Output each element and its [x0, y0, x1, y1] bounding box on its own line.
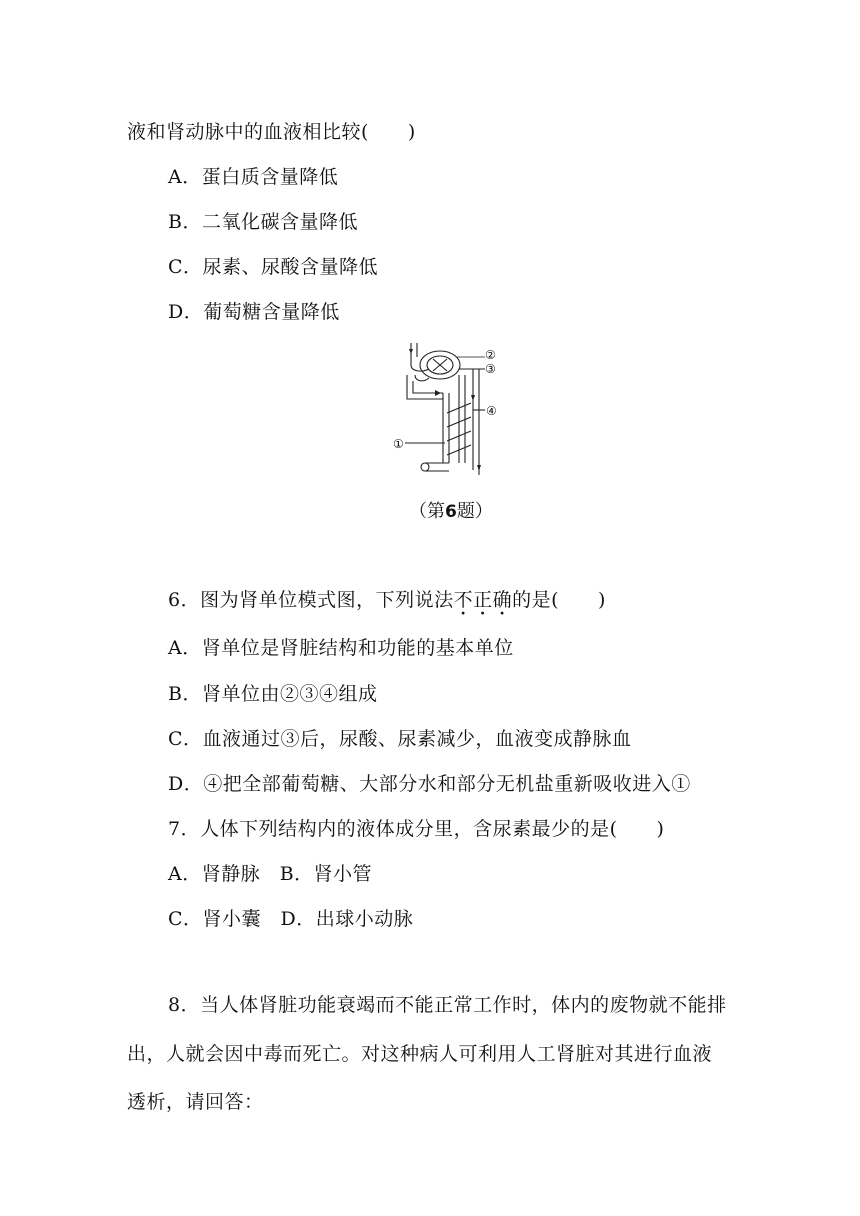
label-2: ②: [485, 348, 496, 362]
q5-option-b: B．二氧化碳含量降低: [168, 211, 358, 233]
q6-option-c: C．血液通过③后，尿酸、尿素减少，血液变成静脉血: [168, 728, 632, 750]
q6-option-b: B．肾单位由②③④组成: [168, 683, 378, 705]
figure-caption: [409, 497, 493, 523]
label-4: ④: [486, 404, 497, 418]
label-1: ①: [393, 437, 404, 451]
label-3: ③: [485, 362, 496, 376]
q7-options-row-1: A．肾静脉 B．肾小管: [168, 863, 373, 885]
q6-stem-pre: 6．图为肾单位模式图，下列说法: [168, 589, 454, 611]
q6-stem: [168, 585, 606, 612]
q6-option-a: A．肾单位是肾脏结构和功能的基本单位: [168, 637, 514, 659]
q6-emph-char: 确: [492, 589, 513, 611]
q5-stem-tail: 液和肾动脉中的血液相比较( ): [127, 121, 416, 143]
q8-line-2: 出，人就会因中毒而死亡。对这种病人可利用人工肾脏对其进行血液: [127, 1043, 713, 1065]
nephron-diagram: [385, 335, 510, 485]
q6-option-d: D．④把全部葡萄糖、大部分水和部分无机盐重新吸收进入①: [168, 773, 691, 795]
q5-option-c: C．尿素、尿酸含量降低: [168, 256, 379, 278]
q5-option-a: A．蛋白质含量降低: [168, 166, 339, 188]
q8-line-1: 8．当人体肾脏功能衰竭而不能正常工作时，体内的废物就不能排: [168, 994, 727, 1016]
q6-emph-char: 不: [453, 589, 474, 611]
q6-stem-post: 的是( ): [512, 589, 606, 611]
caption-open: （第: [409, 501, 445, 522]
q7-options-row-2: C．肾小囊 D．出球小动脉: [168, 908, 414, 930]
caption-number: 6: [445, 502, 457, 522]
q5-option-d: D．葡萄糖含量降低: [168, 301, 340, 323]
q6-emph-char: 正: [473, 589, 493, 611]
q8-line-3: 透析，请回答：: [127, 1091, 264, 1113]
q7-stem: 7．人体下列结构内的液体成分里，含尿素最少的是( ): [168, 818, 665, 840]
caption-close: 题）: [456, 501, 493, 522]
